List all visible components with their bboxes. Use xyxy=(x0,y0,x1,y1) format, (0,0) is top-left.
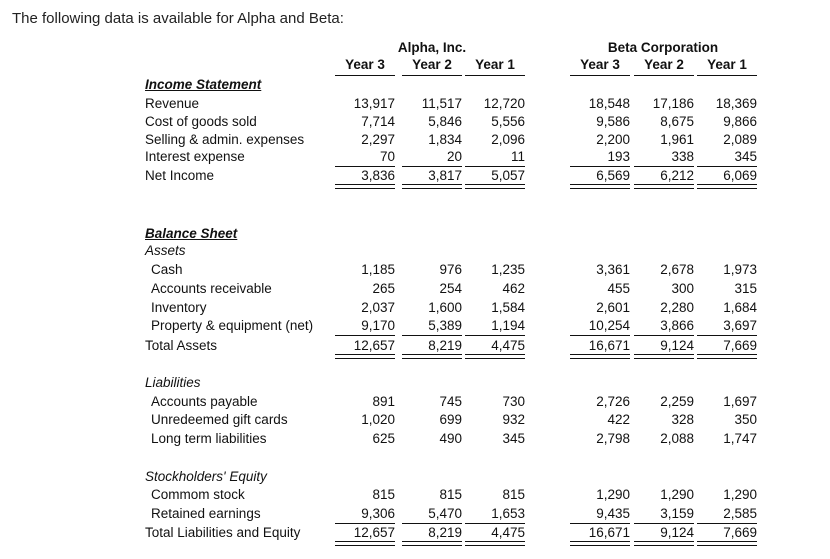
row-label: Unredeemed gift cards xyxy=(151,412,288,427)
row-label: Long term liabilities xyxy=(151,431,267,446)
value-cell: 16,671 xyxy=(588,525,630,540)
row-label: Revenue xyxy=(145,96,200,111)
value-cell: 2,259 xyxy=(660,394,694,409)
value-cell: 1,290 xyxy=(723,487,757,502)
company-name-alpha: Alpha, Inc. xyxy=(397,40,467,55)
value-cell: 2,798 xyxy=(596,431,630,446)
total-double-underline xyxy=(402,354,462,359)
value-cell: 193 xyxy=(607,149,630,164)
value-cell: 891 xyxy=(372,394,395,409)
value-cell: 13,917 xyxy=(353,96,395,111)
income-statement-title: Income Statement xyxy=(145,77,262,92)
value-cell: 490 xyxy=(439,431,462,446)
value-cell: 455 xyxy=(607,281,630,296)
total-double-underline xyxy=(465,184,525,189)
value-cell: 7,714 xyxy=(361,114,395,129)
year-header: Year 2 xyxy=(644,57,684,72)
subtotal-underline xyxy=(634,166,694,167)
subtotal-underline xyxy=(335,166,395,167)
value-cell: 815 xyxy=(439,487,462,502)
value-cell: 2,096 xyxy=(491,132,525,147)
total-double-underline xyxy=(335,184,395,189)
value-cell: 16,671 xyxy=(588,338,630,353)
value-cell: 1,584 xyxy=(491,300,525,315)
value-cell: 815 xyxy=(502,487,525,502)
header-underline xyxy=(335,75,395,76)
value-cell: 5,556 xyxy=(491,114,525,129)
value-cell: 730 xyxy=(502,394,525,409)
assets-title: Assets xyxy=(145,243,186,258)
value-cell: 625 xyxy=(372,431,395,446)
subtotal-underline xyxy=(697,335,757,336)
value-cell: 1,600 xyxy=(428,300,462,315)
row-label: Accounts receivable xyxy=(151,281,272,296)
row-label: Cash xyxy=(151,262,183,277)
year-header: Year 3 xyxy=(345,57,385,72)
value-cell: 20 xyxy=(446,149,462,164)
value-cell: 70 xyxy=(379,149,395,164)
header-underline xyxy=(634,75,694,76)
value-cell: 7,669 xyxy=(723,525,757,540)
subtotal-underline xyxy=(402,335,462,336)
value-cell: 2,037 xyxy=(361,300,395,315)
value-cell: 345 xyxy=(502,431,525,446)
value-cell: 3,817 xyxy=(428,168,462,183)
value-cell: 3,836 xyxy=(361,168,395,183)
value-cell: 3,361 xyxy=(596,262,630,277)
value-cell: 315 xyxy=(734,281,757,296)
subtotal-underline xyxy=(402,166,462,167)
value-cell: 1,747 xyxy=(723,431,757,446)
value-cell: 976 xyxy=(439,262,462,277)
value-cell: 2,280 xyxy=(660,300,694,315)
value-cell: 12,657 xyxy=(353,525,395,540)
value-cell: 4,475 xyxy=(491,338,525,353)
value-cell: 6,212 xyxy=(660,168,694,183)
value-cell: 2,585 xyxy=(723,506,757,521)
row-label: Accounts payable xyxy=(151,394,258,409)
subtotal-underline xyxy=(335,523,395,524)
total-double-underline xyxy=(697,354,757,359)
value-cell: 5,389 xyxy=(428,318,462,333)
total-double-underline xyxy=(335,541,395,546)
value-cell: 1,235 xyxy=(491,262,525,277)
subtotal-underline xyxy=(634,335,694,336)
value-cell: 6,069 xyxy=(723,168,757,183)
subtotal-underline xyxy=(465,335,525,336)
value-cell: 8,675 xyxy=(660,114,694,129)
value-cell: 1,973 xyxy=(723,262,757,277)
total-double-underline xyxy=(697,184,757,189)
value-cell: 12,657 xyxy=(353,338,395,353)
value-cell: 9,306 xyxy=(361,506,395,521)
value-cell: 1,697 xyxy=(723,394,757,409)
value-cell: 932 xyxy=(502,412,525,427)
value-cell: 1,290 xyxy=(660,487,694,502)
row-label: Commom stock xyxy=(151,487,245,502)
total-double-underline xyxy=(570,354,630,359)
value-cell: 2,678 xyxy=(660,262,694,277)
row-label: Net Income xyxy=(145,168,215,183)
value-cell: 1,185 xyxy=(361,262,395,277)
value-cell: 2,601 xyxy=(596,300,630,315)
subtotal-underline xyxy=(402,523,462,524)
value-cell: 2,089 xyxy=(723,132,757,147)
year-header: Year 1 xyxy=(707,57,747,72)
total-double-underline xyxy=(402,541,462,546)
year-header: Year 2 xyxy=(412,57,452,72)
value-cell: 9,586 xyxy=(596,114,630,129)
subtotal-underline xyxy=(570,335,630,336)
value-cell: 11 xyxy=(510,149,525,164)
total-double-underline xyxy=(634,184,694,189)
total-double-underline xyxy=(465,354,525,359)
total-double-underline xyxy=(402,184,462,189)
value-cell: 12,720 xyxy=(483,96,525,111)
value-cell: 9,866 xyxy=(723,114,757,129)
value-cell: 1,020 xyxy=(361,412,395,427)
value-cell: 422 xyxy=(607,412,630,427)
subtotal-underline xyxy=(570,523,630,524)
value-cell: 1,961 xyxy=(660,132,694,147)
total-double-underline xyxy=(335,354,395,359)
value-cell: 18,548 xyxy=(588,96,630,111)
total-double-underline xyxy=(634,541,694,546)
balance-sheet-title: Balance Sheet xyxy=(145,226,238,241)
value-cell: 3,866 xyxy=(660,318,694,333)
value-cell: 462 xyxy=(502,281,525,296)
subtotal-underline xyxy=(335,335,395,336)
total-double-underline xyxy=(570,541,630,546)
row-label: Inventory xyxy=(151,300,207,315)
value-cell: 10,254 xyxy=(588,318,630,333)
value-cell: 815 xyxy=(372,487,395,502)
year-header: Year 3 xyxy=(580,57,620,72)
value-cell: 2,088 xyxy=(660,431,694,446)
subtotal-underline xyxy=(697,166,757,167)
value-cell: 9,170 xyxy=(361,318,395,333)
header-underline xyxy=(465,75,525,76)
value-cell: 3,159 xyxy=(660,506,694,521)
value-cell: 1,653 xyxy=(491,506,525,521)
equity-title: Stockholders' Equity xyxy=(145,469,267,484)
total-double-underline xyxy=(465,541,525,546)
value-cell: 8,219 xyxy=(428,338,462,353)
company-name-beta: Beta Corporation xyxy=(607,40,719,55)
row-label: Retained earnings xyxy=(151,506,261,521)
value-cell: 1,684 xyxy=(723,300,757,315)
value-cell: 254 xyxy=(439,281,462,296)
row-label: Total Assets xyxy=(145,338,218,353)
total-double-underline xyxy=(634,354,694,359)
value-cell: 300 xyxy=(671,281,694,296)
header-underline xyxy=(570,75,630,76)
subtotal-underline xyxy=(465,166,525,167)
row-label: Property & equipment (net) xyxy=(151,318,314,333)
subtotal-underline xyxy=(570,166,630,167)
value-cell: 338 xyxy=(671,149,694,164)
value-cell: 7,669 xyxy=(723,338,757,353)
value-cell: 9,124 xyxy=(660,525,694,540)
value-cell: 2,726 xyxy=(596,394,630,409)
value-cell: 18,369 xyxy=(715,96,757,111)
value-cell: 328 xyxy=(671,412,694,427)
subtotal-underline xyxy=(697,523,757,524)
intro-text: The following data is available for Alpha and Beta: xyxy=(12,10,344,27)
value-cell: 1,290 xyxy=(596,487,630,502)
value-cell: 3,697 xyxy=(723,318,757,333)
subtotal-underline xyxy=(634,523,694,524)
row-label: Total Liabilities and Equity xyxy=(145,525,301,540)
value-cell: 11,517 xyxy=(421,96,462,111)
value-cell: 350 xyxy=(734,412,757,427)
value-cell: 6,569 xyxy=(596,168,630,183)
subtotal-underline xyxy=(465,523,525,524)
liabilities-title: Liabilities xyxy=(145,375,201,390)
value-cell: 5,470 xyxy=(428,506,462,521)
value-cell: 2,200 xyxy=(596,132,630,147)
total-double-underline xyxy=(697,541,757,546)
year-header: Year 1 xyxy=(475,57,515,72)
row-label: Cost of goods sold xyxy=(145,114,257,129)
value-cell: 8,219 xyxy=(428,525,462,540)
value-cell: 17,186 xyxy=(652,96,694,111)
value-cell: 345 xyxy=(734,149,757,164)
row-label: Selling & admin. expenses xyxy=(145,132,305,147)
value-cell: 1,194 xyxy=(491,318,525,333)
value-cell: 9,124 xyxy=(660,338,694,353)
value-cell: 5,846 xyxy=(428,114,462,129)
value-cell: 699 xyxy=(439,412,462,427)
value-cell: 2,297 xyxy=(361,132,395,147)
value-cell: 265 xyxy=(372,281,395,296)
row-label: Interest expense xyxy=(145,149,245,164)
value-cell: 745 xyxy=(439,394,462,409)
value-cell: 9,435 xyxy=(596,506,630,521)
header-underline xyxy=(697,75,757,76)
value-cell: 1,834 xyxy=(428,132,462,147)
header-underline xyxy=(402,75,462,76)
value-cell: 4,475 xyxy=(491,525,525,540)
value-cell: 5,057 xyxy=(491,168,525,183)
total-double-underline xyxy=(570,184,630,189)
